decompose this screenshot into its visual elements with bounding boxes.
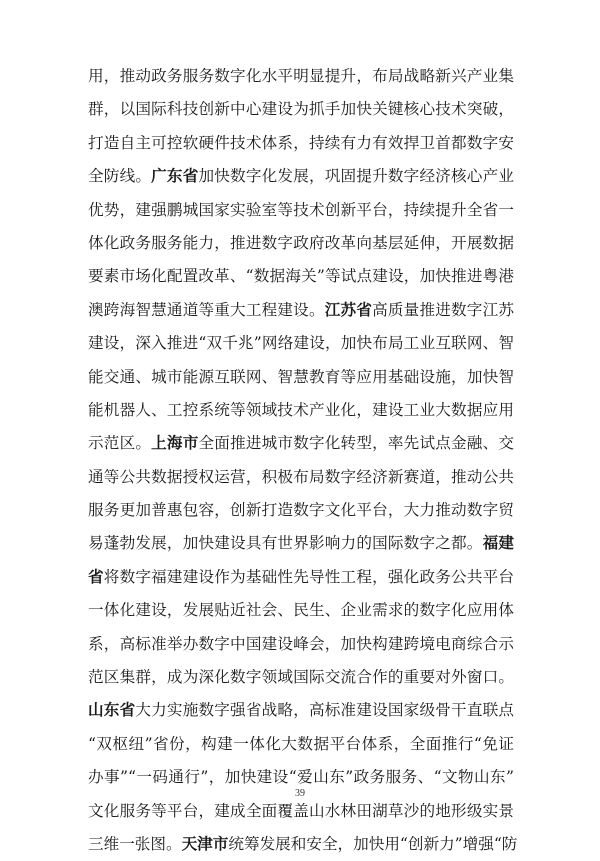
text-segment: 范区集群，成为深化数字领域国际交流合作的重要对外窗口。 <box>88 668 514 687</box>
text-line <box>88 594 514 627</box>
text-segment: 大力实施数字强省战略，高标准建设国家级骨干直联点 <box>135 701 514 720</box>
region-name: 天津市 <box>181 834 229 853</box>
text-segment: 全面推进城市数字化转型，率先试点金融、交 <box>198 434 514 453</box>
region-name: 福建 <box>482 534 514 553</box>
text-segment: “双枢纽”省份，构建一体化大数据平台体系，全面推行“免证 <box>88 734 514 753</box>
text-line <box>88 93 514 126</box>
text-segment: 建设，深入推进“双千兆”网络建设，加快布局工业互联网、智 <box>88 334 514 353</box>
text-segment: 能机器人、工控系统等领域技术产业化，建设工业大数据应用 <box>88 400 514 419</box>
text-line <box>88 227 514 260</box>
text-line <box>88 661 514 694</box>
text-segment: 澳跨海智慧通道等重大工程建设。 <box>88 300 325 319</box>
body-text <box>88 60 518 861</box>
text-line <box>88 361 514 394</box>
text-line <box>88 461 514 494</box>
text-segment: 用，推动政务服务数字化水平明显提升，布局战略新兴产业集 <box>88 67 514 85</box>
text-line <box>88 828 518 861</box>
region-name: 省 <box>88 567 104 586</box>
text-segment: 办事”“一码通行”，加快建设“爱山东”政务服务、“文物山东” <box>88 768 514 787</box>
region-name: 江苏省 <box>324 300 373 319</box>
text-line <box>88 795 514 828</box>
region-name: 山东省 <box>88 701 136 720</box>
text-segment: 优势，建强鹏城国家实验室等技术创新平台，持续提升全省一 <box>88 200 514 219</box>
text-line <box>88 694 514 727</box>
region-name: 广东省 <box>151 167 199 186</box>
text-segment: 加快数字化发展，巩固提升数字经济核心产业 <box>198 167 514 186</box>
region-name: 上海市 <box>151 434 199 453</box>
text-segment: 示范区。 <box>88 434 152 453</box>
page-number: 39 <box>295 788 305 799</box>
text-line <box>88 561 514 594</box>
text-line <box>88 327 514 360</box>
text-segment: 三维一张图。 <box>88 834 182 853</box>
text-segment: 体化政务服务能力，推进数字政府改革向基层延伸，开展数据 <box>88 233 514 252</box>
text-segment: 能交通、城市能源互联网、智慧教育等应用基础设施，加快智 <box>88 367 514 386</box>
text-line <box>88 394 514 427</box>
text-line <box>88 160 514 193</box>
text-segment: 通等公共数据授权运营，积极布局数字经济新赛道，推动公共 <box>88 467 514 486</box>
text-segment: 文化服务等平台，建成全面覆盖山水林田湖草沙的地形级实景 <box>88 801 514 820</box>
text-segment: 高质量推进数字江苏 <box>372 300 514 319</box>
text-line <box>88 494 514 527</box>
text-segment: 打造自主可控软硬件技术体系，持续有力有效捍卫首都数字安 <box>88 133 514 152</box>
text-segment: 群，以国际科技创新中心建设为抓手加快关键核心技术突破， <box>88 100 514 119</box>
text-line <box>88 260 514 293</box>
text-segment: 将数字福建建设作为基础性先导性工程，强化政务公共平台 <box>103 567 514 586</box>
text-line <box>88 427 514 460</box>
text-line <box>88 628 514 661</box>
text-segment: 服务更加普惠包容，创新打造数字文化平台，大力推动数字贸 <box>88 501 514 520</box>
text-line <box>88 127 514 160</box>
text-segment: 要素市场化配置改革、“数据海关”等试点建设，加快推进粤港 <box>88 267 514 286</box>
text-segment: 统筹发展和安全，加快用“创新力”增强“防 <box>228 834 518 853</box>
text-line <box>88 60 514 93</box>
text-segment: 一体化建设，发展贴近社会、民生、企业需求的数字化应用体 <box>88 601 514 620</box>
text-line <box>88 294 514 327</box>
text-segment: 易蓬勃发展，加快建设具有世界影响力的国际数字之都。 <box>88 534 483 553</box>
text-line <box>88 728 514 761</box>
text-line <box>88 527 514 560</box>
text-segment: 全防线。 <box>88 167 152 186</box>
text-segment: 系，高标准举办数字中国建设峰会，加快构建跨境电商综合示 <box>88 634 514 653</box>
text-line <box>88 194 514 227</box>
